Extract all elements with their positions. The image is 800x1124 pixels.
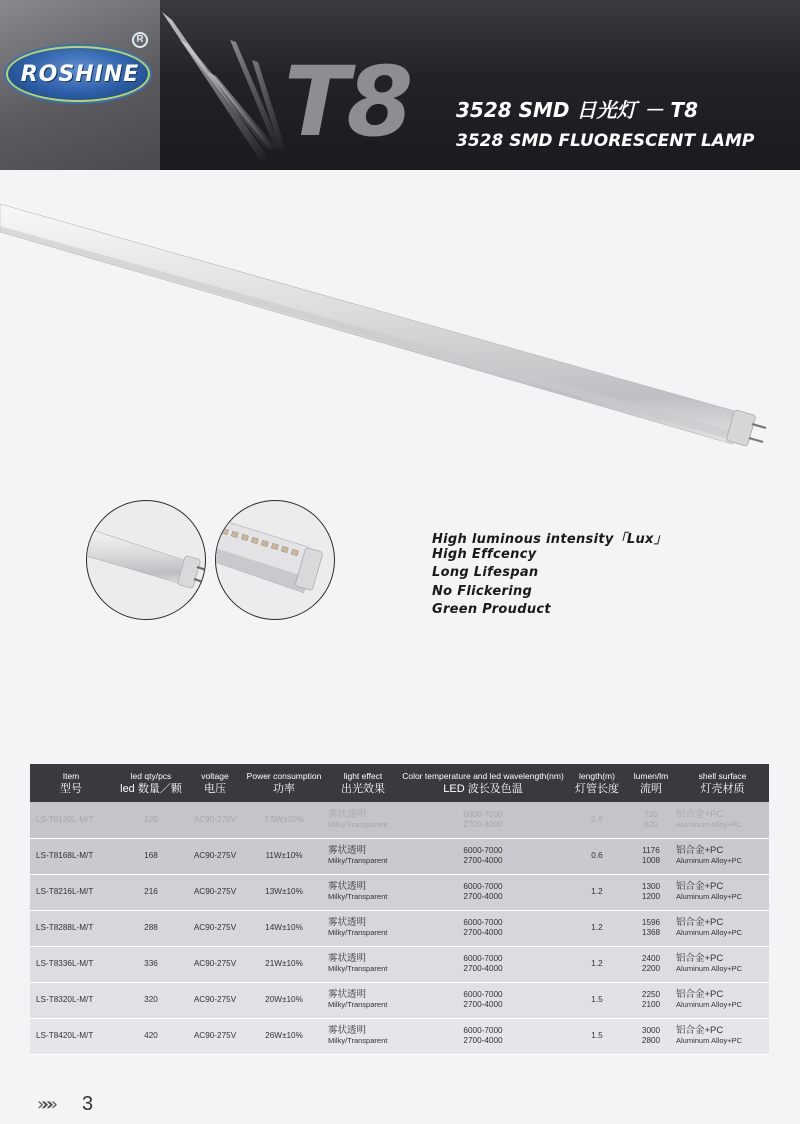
cell-qty: 336: [144, 959, 158, 968]
cell-length: 1.5: [591, 1031, 603, 1040]
model-big-title: T8: [284, 46, 411, 158]
table-cell: [112, 946, 190, 982]
table-cell: [568, 1018, 626, 1054]
cell-light-en: Milky/Transparent: [328, 928, 388, 937]
cell-shell-cn: 铝合金+PC: [676, 881, 724, 892]
table-cell: [190, 1018, 240, 1054]
header-en: Power consumption: [246, 771, 322, 781]
cell-item: LS-T8336L-M/T: [36, 959, 94, 968]
cell-shell-cn: 铝合金+PC: [676, 989, 724, 1000]
logo-panel: [0, 0, 160, 170]
cell-qty: 320: [144, 995, 158, 1004]
cell-light-cn: 雾状透明: [328, 953, 367, 964]
cell-item: LS-T8216L-M/T: [36, 887, 94, 896]
table-cell: [328, 910, 398, 946]
table-cell: [30, 910, 112, 946]
header-en: led qty/pcs: [130, 771, 172, 781]
table-header-row: [30, 764, 769, 802]
table-cell: [190, 910, 240, 946]
cell-temp1: 6000-7000: [463, 990, 503, 999]
header-en: light effect: [343, 771, 383, 781]
cell-length: 1.2: [591, 959, 603, 968]
header-cn: 流明: [640, 783, 662, 795]
table-cell: [676, 1018, 769, 1054]
cell-voltage: AC90-275V: [193, 959, 237, 968]
table-cell: [626, 910, 676, 946]
cell-lumen1: 1300: [641, 882, 661, 891]
cell-length: 0.6: [591, 814, 603, 824]
table-cell: [328, 982, 398, 1018]
cell-light-en: Milky/Transparent: [328, 819, 388, 829]
header-cn: 出光效果: [341, 783, 385, 795]
cell-lumen2: 2100: [641, 1000, 661, 1009]
cell-power: 13W±10%: [265, 887, 303, 896]
cell-temp2: 2700-4000: [463, 819, 503, 829]
header-cn: led 数量／颗: [120, 783, 182, 795]
cell-item: LS-T8288L-M/T: [36, 923, 94, 932]
cell-light-en: Milky/Transparent: [328, 964, 388, 973]
table-header-cell: [676, 764, 769, 802]
logo-text: ROSHINE: [20, 62, 140, 87]
table-cell: [190, 874, 240, 910]
table-header-cell: [190, 764, 240, 802]
header-cn: 灯管长度: [575, 783, 619, 795]
cell-lumen1: 1176: [642, 846, 660, 855]
cell-voltage: AC90-275V: [193, 995, 237, 1004]
table-cell: [240, 982, 328, 1018]
table-row: [30, 838, 769, 874]
table-row: [30, 910, 769, 946]
header-cn: 灯壳材质: [700, 783, 745, 795]
cell-shell-en: Aluminum Alloy+PC: [676, 964, 743, 973]
table-cell: [112, 874, 190, 910]
table-cell: [676, 910, 769, 946]
cell-temp2: 2700-4000: [463, 1000, 503, 1009]
cell-shell-en: Aluminum Alloy+PC: [676, 928, 743, 937]
table-row: [30, 802, 769, 838]
table-cell: [398, 910, 568, 946]
cell-lumen2: 1368: [641, 928, 661, 937]
table-cell: [328, 802, 398, 838]
header-en: Color temperature and led wavelength(nm): [402, 771, 564, 781]
tube-end-detail-milky: [86, 500, 206, 620]
cell-shell-en: Aluminum Alloy+PC: [676, 1036, 743, 1045]
table-cell: [190, 946, 240, 982]
cell-temp1: 6000-7000: [463, 882, 503, 891]
cell-power: 21W±10%: [265, 959, 303, 968]
cell-light-cn: 雾状透明: [328, 1025, 367, 1036]
table-row: [30, 946, 769, 982]
cell-temp2: 2700-4000: [463, 964, 503, 973]
table-cell: [568, 982, 626, 1018]
tube-end-detail-transparent: [215, 500, 335, 620]
cell-light-en: Milky/Transparent: [328, 856, 388, 865]
header-cn: 功率: [273, 783, 295, 795]
cell-light-cn: 雾状透明: [328, 917, 367, 928]
table-cell: [328, 1018, 398, 1054]
table-cell: [240, 874, 328, 910]
cell-light-cn: 雾状透明: [328, 881, 367, 892]
cell-item: LS-T8320L-M/T: [36, 995, 94, 1004]
table-cell: [328, 946, 398, 982]
table-cell: [240, 802, 328, 838]
cell-shell-cn: 铝合金+PC: [676, 917, 724, 928]
cell-temp2: 2700-4000: [463, 892, 503, 901]
cell-lumen1: 3000: [641, 1026, 661, 1035]
cell-voltage: AC90-275V: [193, 851, 237, 860]
header-en: Item: [62, 771, 80, 781]
header-cn: 电压: [204, 783, 226, 795]
table-header-cell: [626, 764, 676, 802]
table-cell: [568, 946, 626, 982]
cell-shell-en: Aluminum Alloy+PC: [676, 892, 743, 901]
cell-length: 1.5: [591, 995, 603, 1004]
table-row: [30, 1018, 769, 1054]
cell-shell-cn: 铝合金+PC: [676, 1025, 724, 1036]
header-cn: 型号: [60, 783, 82, 795]
cell-lumen2: 2800: [641, 1036, 661, 1045]
cell-lumen1: 2250: [641, 990, 661, 999]
table-cell: [112, 1018, 190, 1054]
cell-light-cn: 雾状透明: [328, 808, 367, 820]
cell-temp1: 6000-7000: [463, 846, 503, 855]
cell-lumen1: 720: [644, 809, 658, 819]
table-cell: [112, 910, 190, 946]
cell-temp1: 6000-7000: [463, 1026, 503, 1035]
table-cell: [30, 874, 112, 910]
table-header-cell: [240, 764, 328, 802]
cell-light-en: Milky/Transparent: [328, 892, 388, 901]
spec-table: [30, 764, 769, 1055]
table-cell: [240, 1018, 328, 1054]
cell-temp1: 6000-7000: [463, 809, 503, 819]
table-cell: [676, 982, 769, 1018]
table-cell: [328, 838, 398, 874]
cell-shell-en: Aluminum Alloy+PC: [676, 1000, 743, 1009]
table-row: [30, 982, 769, 1018]
feature-item: No Flickering: [432, 583, 533, 599]
cell-lumen1: 2400: [641, 954, 661, 963]
feature-item: High Effcency: [432, 546, 537, 562]
roshine-logo: [6, 46, 150, 102]
table-cell: [626, 874, 676, 910]
cell-qty: 420: [144, 1031, 158, 1040]
table-cell: [676, 838, 769, 874]
table-cell: [676, 874, 769, 910]
cell-light-cn: 雾状透明: [328, 989, 367, 1000]
table-cell: [568, 910, 626, 946]
page-arrows-icon: »»»: [37, 1094, 53, 1115]
cell-lumen2: 620: [644, 819, 658, 829]
table-cell: [190, 982, 240, 1018]
cell-length: 1.2: [591, 887, 603, 896]
feature-item: Long Lifespan: [432, 565, 539, 581]
cell-temp2: 2700-4000: [463, 856, 503, 865]
table-cell: [626, 1018, 676, 1054]
cell-lumen1: 1596: [641, 918, 661, 927]
registered-mark-icon: R: [132, 32, 148, 48]
table-cell: [398, 874, 568, 910]
table-cell: [398, 838, 568, 874]
table-header-cell: [328, 764, 398, 802]
table-cell: [398, 982, 568, 1018]
table-cell: [626, 802, 676, 838]
cell-power: 7.5W±10%: [264, 814, 304, 824]
cell-qty: 120: [144, 814, 158, 824]
header-cn: LED 波长及色温: [443, 783, 523, 795]
cell-shell-cn: 铝合金+PC: [676, 845, 724, 856]
cell-item: LS-T8420L-M/T: [36, 1031, 94, 1040]
cell-power: 11W±10%: [265, 851, 303, 860]
cell-length: 1.2: [591, 923, 603, 932]
table-cell: [112, 982, 190, 1018]
table-header-cell: [30, 764, 112, 802]
table-cell: [30, 982, 112, 1018]
cell-qty: 288: [144, 923, 158, 932]
table-cell: [568, 838, 626, 874]
table-cell: [676, 946, 769, 982]
table-cell: [240, 946, 328, 982]
table-cell: [626, 838, 676, 874]
table-cell: [626, 946, 676, 982]
table-cell: [568, 802, 626, 838]
table-cell: [30, 1018, 112, 1054]
cell-shell-en: Aluminum Alloy+PC: [676, 819, 743, 829]
cell-power: 14W±10%: [265, 923, 303, 932]
cell-voltage: AC90-275V: [193, 923, 237, 932]
table-cell: [568, 874, 626, 910]
cell-light-en: Milky/Transparent: [328, 1036, 388, 1045]
table-cell: [30, 838, 112, 874]
table-cell: [112, 802, 190, 838]
feature-item: Green Prouduct: [432, 602, 551, 618]
table-cell: [30, 946, 112, 982]
header-en: shell surface: [698, 771, 747, 781]
cell-voltage: AC90-275V: [193, 887, 237, 896]
table-cell: [398, 802, 568, 838]
table-cell: [626, 982, 676, 1018]
cell-item: LS-T8168L-M/T: [36, 851, 94, 860]
header-en: lumen/lm: [633, 771, 669, 781]
cell-qty: 168: [144, 851, 158, 860]
header-en: length(m): [579, 771, 615, 781]
product-title-cn: 3528 SMD 日光灯 － T8: [456, 98, 698, 122]
cell-lumen2: 1008: [641, 856, 661, 865]
table-cell: [398, 946, 568, 982]
cell-shell-cn: 铝合金+PC: [676, 953, 724, 964]
cell-qty: 216: [144, 887, 158, 896]
cell-temp1: 6000-7000: [463, 954, 503, 963]
feature-list: [432, 528, 667, 621]
table-cell: [240, 910, 328, 946]
cell-temp2: 2700-4000: [463, 928, 503, 937]
page-number: 3: [82, 1093, 94, 1115]
table-cell: [328, 874, 398, 910]
table-header-cell: [568, 764, 626, 802]
table-cell: [190, 838, 240, 874]
cell-shell-en: Aluminum Alloy+PC: [676, 856, 743, 865]
cell-temp1: 6000-7000: [463, 918, 503, 927]
cell-voltage: AC90-275V: [193, 1031, 237, 1040]
feature-item: High luminous intensity「Lux」: [432, 532, 668, 547]
cell-light-en: Milky/Transparent: [328, 1000, 388, 1009]
cell-lumen2: 1200: [641, 892, 661, 901]
cell-voltage: AC90-275V: [193, 814, 237, 824]
cell-light-cn: 雾状透明: [328, 845, 367, 856]
table-cell: [112, 838, 190, 874]
led-tube-photo: [0, 170, 800, 470]
table-cell: [240, 838, 328, 874]
table-row: [30, 874, 769, 910]
cell-length: 0.6: [591, 851, 603, 860]
header-band: [160, 0, 800, 170]
cell-item: LS-T8120L-M/T: [36, 814, 94, 824]
product-title-en: 3528 SMD FLUORESCENT LAMP: [456, 131, 755, 151]
cell-temp2: 2700-4000: [463, 1036, 503, 1045]
table-header-cell: [398, 764, 568, 802]
cell-power: 20W±10%: [265, 995, 303, 1004]
table-cell: [30, 802, 112, 838]
table-cell: [398, 1018, 568, 1054]
header-en: voltage: [201, 771, 229, 781]
cell-power: 26W±10%: [265, 1031, 303, 1040]
table-cell: [676, 802, 769, 838]
cell-shell-cn: 铝合金+PC: [676, 808, 724, 820]
table-cell: [190, 802, 240, 838]
table-header-cell: [112, 764, 190, 802]
cell-lumen2: 2200: [641, 964, 661, 973]
